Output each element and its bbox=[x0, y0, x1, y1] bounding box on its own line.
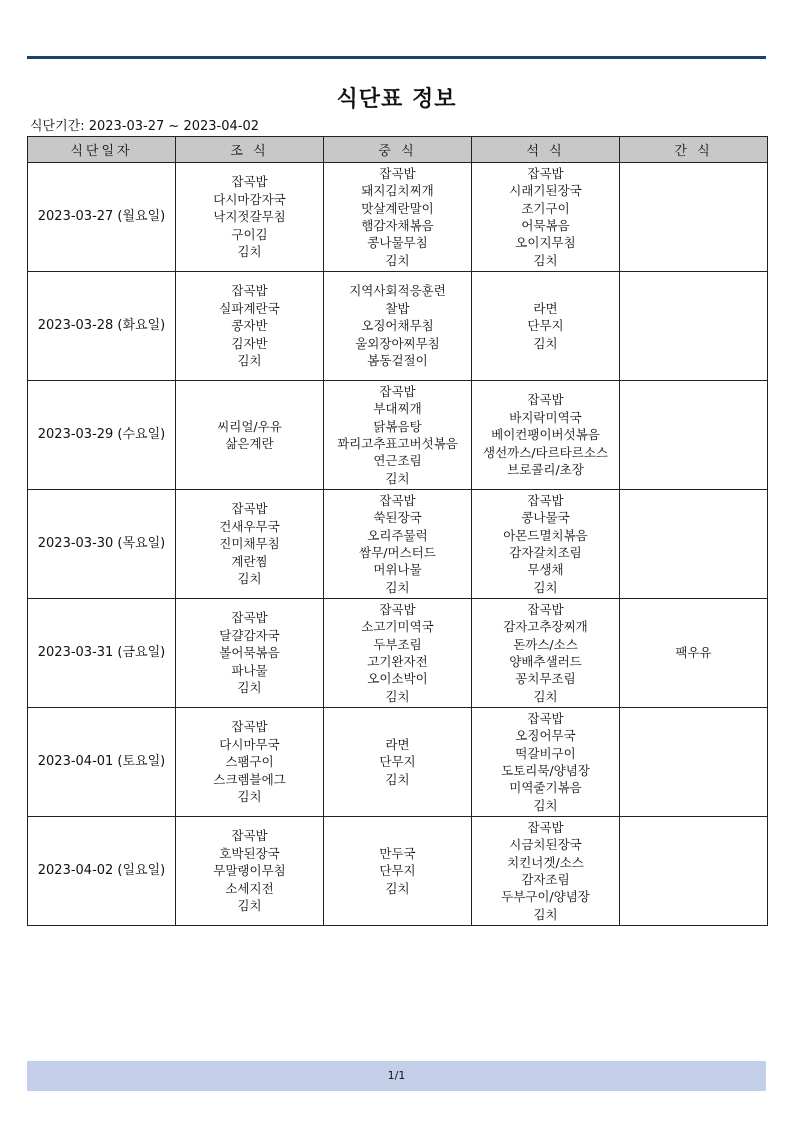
table-row bbox=[28, 381, 768, 490]
menu-item: 진미채무침 bbox=[219, 536, 280, 552]
menu-item: 오징어채무침 bbox=[361, 318, 434, 334]
date-cell: 2023-03-28 (화요일) bbox=[28, 272, 176, 381]
menu-item: 잡곡밥 bbox=[231, 719, 268, 735]
menu-item: 어묵볶음 bbox=[521, 218, 570, 233]
menu-item: 파나물 bbox=[231, 662, 268, 678]
menu-item: 지역사회적응훈련 bbox=[349, 283, 446, 299]
menu-item: 잡곡밥 bbox=[231, 174, 268, 190]
menu-item: 오이지무침 bbox=[515, 235, 576, 251]
breakfast-cell bbox=[176, 163, 324, 272]
menu-item: 스크렘블에그 bbox=[213, 771, 286, 787]
menu-item: 소고기미역국 bbox=[361, 619, 434, 635]
menu-item: 다시마무국 bbox=[219, 736, 280, 752]
menu-item: 두부구이/양념장 bbox=[501, 889, 590, 905]
snack-cell bbox=[620, 272, 768, 381]
menu-item: 라면 bbox=[533, 300, 558, 316]
column-header-lunch: 중 식 bbox=[324, 137, 472, 163]
lunch-cell bbox=[324, 708, 472, 817]
menu-item: 잡곡밥 bbox=[527, 492, 564, 508]
breakfast-cell bbox=[176, 490, 324, 599]
column-header-date: 식단일자 bbox=[28, 137, 176, 163]
menu-item: 실파계란국 bbox=[219, 300, 280, 316]
table-row bbox=[28, 817, 768, 926]
menu-item: 만두국 bbox=[379, 845, 416, 861]
menu-item: 김치 bbox=[533, 688, 558, 704]
snack-cell bbox=[620, 817, 768, 926]
menu-item: 쌈무/머스터드 bbox=[359, 545, 436, 560]
menu-item: 잡곡밥 bbox=[231, 828, 268, 844]
menu-item: 베이컨팽이버섯볶음 bbox=[491, 427, 600, 443]
date-cell: 2023-03-31 (금요일) bbox=[28, 599, 176, 708]
table-header-row bbox=[28, 137, 768, 163]
menu-item: 김치 bbox=[533, 335, 558, 351]
menu-item: 잡곡밥 bbox=[231, 610, 268, 626]
menu-item: 꽈리고추표고버섯볶음 bbox=[337, 436, 458, 451]
menu-item: 잡곡밥 bbox=[231, 283, 268, 299]
menu-item: 김치 bbox=[385, 470, 410, 486]
menu-item: 무말랭이무침 bbox=[213, 863, 286, 879]
menu-item: 김치 bbox=[533, 906, 558, 922]
menu-item: 연근조림 bbox=[373, 453, 422, 469]
menu-item: 단무지 bbox=[379, 754, 416, 770]
page-title: 식단표 정보 bbox=[336, 87, 457, 112]
menu-item: 부대찌개 bbox=[373, 401, 422, 417]
menu-item: 맛살계란말이 bbox=[361, 200, 434, 216]
menu-item: 울외장아찌무침 bbox=[355, 335, 440, 351]
menu-item: 씨리얼/우유 bbox=[217, 418, 282, 434]
dinner-cell bbox=[472, 599, 620, 708]
meal-period: 식단기간: 2023-03-27 ~ 2023-04-02 bbox=[30, 119, 260, 134]
menu-item: 호박된장국 bbox=[219, 845, 280, 861]
menu-item: 미역줄기볶음 bbox=[509, 780, 582, 796]
menu-item: 김치 bbox=[237, 789, 262, 805]
menu-item: 다시마감자국 bbox=[213, 191, 286, 207]
menu-item: 오리주물럭 bbox=[367, 527, 428, 543]
menu-item: 김치 bbox=[237, 898, 262, 914]
date-cell: 2023-04-01 (토요일) bbox=[28, 708, 176, 817]
menu-item: 감자조림 bbox=[521, 872, 570, 887]
menu-item: 봄동겉절이 bbox=[367, 353, 428, 369]
menu-item: 머위나물 bbox=[373, 562, 422, 578]
table-row bbox=[28, 708, 768, 817]
menu-item: 스팸구이 bbox=[225, 754, 274, 770]
snack-cell bbox=[620, 708, 768, 817]
menu-item: 잡곡밥 bbox=[527, 392, 564, 408]
menu-item: 구이김 bbox=[231, 226, 268, 242]
menu-item: 낙지젓갈무침 bbox=[213, 209, 286, 225]
menu-item: 조기구이 bbox=[521, 200, 570, 216]
date-cell: 2023-04-02 (일요일) bbox=[28, 817, 176, 926]
menu-item: 찰밥 bbox=[385, 300, 410, 316]
table-row bbox=[28, 490, 768, 599]
menu-item: 잡곡밥 bbox=[379, 492, 416, 508]
breakfast-cell bbox=[176, 272, 324, 381]
breakfast-cell bbox=[176, 708, 324, 817]
menu-item: 오징어무국 bbox=[515, 728, 576, 744]
menu-item: 고기완자전 bbox=[367, 654, 428, 669]
menu-item: 콩나물국 bbox=[521, 510, 570, 526]
menu-item: 시금치된장국 bbox=[509, 837, 582, 853]
menu-item: 떡갈비구이 bbox=[515, 745, 576, 761]
dinner-cell bbox=[472, 381, 620, 490]
table-body bbox=[28, 163, 768, 926]
date-cell: 2023-03-29 (수요일) bbox=[28, 381, 176, 490]
menu-item: 잡곡밥 bbox=[527, 710, 564, 726]
column-header-snack: 간 식 bbox=[620, 137, 768, 163]
column-header-breakfast: 조 식 bbox=[176, 137, 324, 163]
menu-item: 라면 bbox=[385, 736, 410, 752]
menu-item: 잡곡밥 bbox=[379, 165, 416, 181]
menu-item: 김치 bbox=[237, 680, 262, 696]
menu-item: 잡곡밥 bbox=[527, 819, 564, 835]
menu-item: 김치 bbox=[533, 252, 558, 268]
breakfast-cell bbox=[176, 817, 324, 926]
menu-item: 오이소박이 bbox=[367, 671, 428, 687]
menu-item: 잡곡밥 bbox=[527, 165, 564, 181]
menu-item: 잡곡밥 bbox=[231, 501, 268, 517]
dinner-cell bbox=[472, 817, 620, 926]
menu-item: 생선까스/타르타르소스 bbox=[483, 444, 608, 460]
menu-item: 아몬드멸치볶음 bbox=[503, 527, 588, 543]
date-cell: 2023-03-30 (목요일) bbox=[28, 490, 176, 599]
menu-item: 양배추샐러드 bbox=[509, 654, 582, 669]
menu-item: 돼지김치찌개 bbox=[361, 183, 434, 199]
menu-item: 꽁치무조림 bbox=[515, 671, 576, 687]
top-rule bbox=[27, 56, 766, 59]
menu-item: 쑥된장국 bbox=[373, 510, 422, 526]
lunch-cell bbox=[324, 381, 472, 490]
menu-item: 닭볶음탕 bbox=[373, 418, 422, 434]
menu-item: 단무지 bbox=[379, 863, 416, 879]
menu-item: 볼어묵볶음 bbox=[219, 645, 280, 661]
menu-item: 무생채 bbox=[527, 562, 564, 578]
menu-item: 김치 bbox=[385, 252, 410, 268]
breakfast-cell bbox=[176, 381, 324, 490]
menu-item: 잡곡밥 bbox=[379, 601, 416, 617]
page-footer bbox=[27, 1061, 766, 1091]
menu-item: 삶은계란 bbox=[225, 436, 274, 451]
lunch-cell bbox=[324, 817, 472, 926]
lunch-cell bbox=[324, 272, 472, 381]
date-cell: 2023-03-27 (월요일) bbox=[28, 163, 176, 272]
menu-item: 김치 bbox=[385, 579, 410, 595]
dinner-cell bbox=[472, 163, 620, 272]
menu-item: 치킨너겟/소스 bbox=[507, 854, 584, 870]
menu-item: 김치 bbox=[385, 688, 410, 704]
table-row bbox=[28, 599, 768, 708]
menu-item: 김치 bbox=[385, 771, 410, 787]
lunch-cell bbox=[324, 163, 472, 272]
menu-item: 잡곡밥 bbox=[527, 601, 564, 617]
snack-cell bbox=[620, 163, 768, 272]
menu-item: 계란찜 bbox=[231, 553, 268, 569]
breakfast-cell bbox=[176, 599, 324, 708]
menu-item: 단무지 bbox=[527, 318, 564, 334]
dinner-cell bbox=[472, 490, 620, 599]
menu-item: 김치 bbox=[385, 880, 410, 896]
menu-item: 햄감자채볶음 bbox=[361, 218, 434, 233]
snack-cell bbox=[620, 490, 768, 599]
meal-table bbox=[27, 136, 768, 926]
menu-item: 김치 bbox=[533, 797, 558, 813]
menu-item: 팩우유 bbox=[675, 645, 712, 661]
dinner-cell bbox=[472, 708, 620, 817]
column-header-dinner: 석 식 bbox=[472, 137, 620, 163]
menu-item: 김치 bbox=[533, 579, 558, 595]
menu-item: 건새우무국 bbox=[219, 518, 280, 534]
menu-item: 김치 bbox=[237, 353, 262, 369]
menu-item: 콩나물무침 bbox=[367, 235, 428, 251]
menu-item: 김치 bbox=[237, 244, 262, 260]
menu-item: 달걀감자국 bbox=[219, 627, 280, 643]
menu-item: 소세지전 bbox=[225, 880, 274, 896]
menu-item: 감자갈치조림 bbox=[509, 545, 582, 560]
menu-item: 도토리묵/양념장 bbox=[501, 763, 590, 778]
menu-item: 김자반 bbox=[231, 335, 268, 351]
table-row bbox=[28, 272, 768, 381]
menu-item: 브로콜리/초장 bbox=[507, 462, 584, 478]
lunch-cell bbox=[324, 599, 472, 708]
menu-item: 감자고추장찌개 bbox=[503, 619, 588, 635]
page-number: 1/1 bbox=[387, 1069, 406, 1082]
menu-item: 시래기된장국 bbox=[509, 183, 582, 199]
lunch-cell bbox=[324, 490, 472, 599]
menu-item: 바지락미역국 bbox=[509, 409, 582, 425]
dinner-cell bbox=[472, 272, 620, 381]
menu-item: 두부조림 bbox=[373, 636, 422, 652]
menu-item: 김치 bbox=[237, 571, 262, 587]
menu-item: 콩자반 bbox=[231, 318, 268, 334]
menu-item: 돈까스/소스 bbox=[513, 636, 578, 652]
menu-item: 잡곡밥 bbox=[379, 383, 416, 399]
snack-cell bbox=[620, 599, 768, 708]
table-row bbox=[28, 163, 768, 272]
snack-cell bbox=[620, 381, 768, 490]
